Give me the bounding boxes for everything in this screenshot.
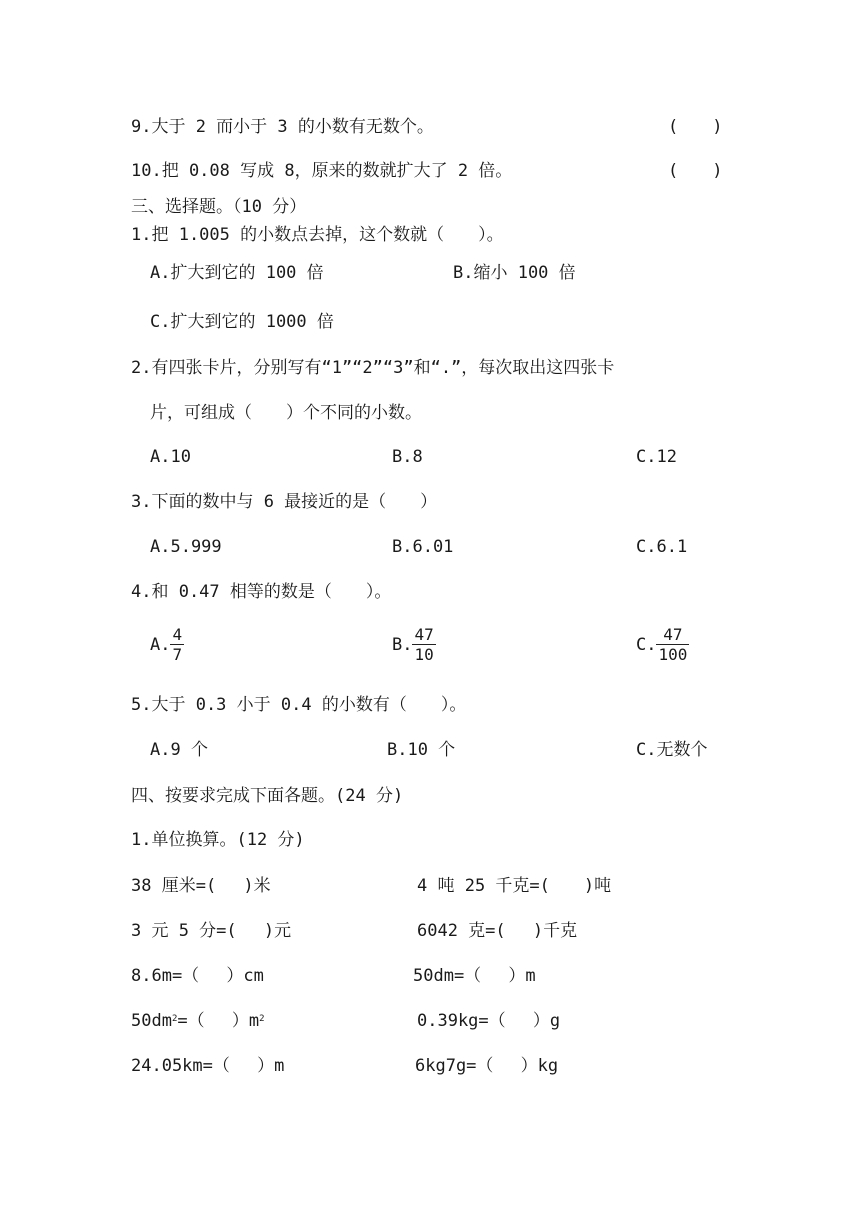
q2-option-c: C.12 bbox=[636, 447, 677, 467]
section4-title: 四、按要求完成下面各题。(24 分) bbox=[131, 786, 404, 806]
q2-option-a: A.10 bbox=[150, 447, 191, 467]
q1-option-b: B.缩小 100 倍 bbox=[453, 263, 576, 283]
q4-option-b-numerator: 47 bbox=[414, 625, 434, 644]
q1-option-a: A.扩大到它的 100 倍 bbox=[150, 263, 324, 283]
q3-stem: 3.下面的数中与 6 最接近的是（ ） bbox=[131, 492, 438, 512]
judge-q9-text: 9.大于 2 而小于 3 的小数有无数个。 bbox=[131, 117, 434, 137]
conversion-row4-right: 0.39kg=（ ）g bbox=[417, 1011, 561, 1031]
q2-option-b: B.8 bbox=[392, 447, 423, 467]
section3-title: 三、选择题。（10 分） bbox=[131, 197, 307, 217]
q4-option-b-fraction bbox=[412, 626, 435, 663]
q4-option-a-fraction bbox=[170, 626, 184, 663]
q4-option-c-numerator: 47 bbox=[663, 625, 683, 644]
q4-stem: 4.和 0.47 相等的数是（ ）。 bbox=[131, 582, 392, 602]
q4-option-b-denominator: 10 bbox=[414, 645, 434, 664]
judge-q10-text: 10.把 0.08 写成 8，原来的数就扩大了 2 倍。 bbox=[131, 161, 513, 181]
q4-option-c-fraction bbox=[656, 626, 689, 663]
conversion-row2-right: 6042 克=( )千克 bbox=[417, 921, 578, 941]
q1-option-c: C.扩大到它的 1000 倍 bbox=[150, 312, 334, 332]
q4-option-a-numerator: 4 bbox=[172, 625, 183, 644]
q4-option-a-prefix: A. bbox=[150, 634, 171, 655]
conversion-row4-left-mid: =（ ）m bbox=[177, 1011, 260, 1031]
squared-superscript: 2 bbox=[171, 1014, 178, 1024]
section4-sub1: 1.单位换算。(12 分) bbox=[131, 830, 305, 850]
q4-option-b bbox=[392, 626, 436, 663]
conversion-row3-left: 8.6m=（ ）cm bbox=[131, 966, 264, 986]
conversion-row4-left-pre: 50dm bbox=[131, 1011, 172, 1031]
q3-option-a: A.5.999 bbox=[150, 537, 222, 557]
conversion-row2-left: 3 元 5 分=( )元 bbox=[131, 921, 292, 941]
q4-option-c bbox=[636, 626, 689, 663]
q3-option-c: C.6.1 bbox=[636, 537, 688, 557]
q4-option-a-denominator: 7 bbox=[172, 645, 183, 664]
conversion-row4-left bbox=[131, 1011, 265, 1031]
q5-option-c: C.无数个 bbox=[636, 740, 708, 760]
q4-option-c-denominator: 100 bbox=[658, 645, 688, 664]
judge-q10-bracket: ( ) bbox=[668, 161, 723, 181]
conversion-row1-right: 4 吨 25 千克=( )吨 bbox=[417, 876, 612, 896]
q5-option-a: A.9 个 bbox=[150, 740, 208, 760]
q1-stem: 1.把 1.005 的小数点去掉，这个数就（ ）。 bbox=[131, 225, 504, 245]
q4-option-c-prefix: C. bbox=[636, 634, 657, 655]
conversion-row5-right: 6kg7g=（ ）kg bbox=[415, 1056, 559, 1076]
conversion-row5-left: 24.05km=（ ）m bbox=[131, 1056, 285, 1076]
q2-stem-line1: 2.有四张卡片，分别写有“1”“2”“3”和“.”，每次取出这四张卡 bbox=[131, 358, 615, 378]
q2-stem-line2: 片，可组成（ ）个不同的小数。 bbox=[150, 403, 422, 423]
conversion-row1-left: 38 厘米=( )米 bbox=[131, 876, 271, 896]
q5-stem: 5.大于 0.3 小于 0.4 的小数有（ ）。 bbox=[131, 695, 467, 715]
squared-superscript: 2 bbox=[259, 1014, 265, 1024]
conversion-row3-right: 50dm=（ ）m bbox=[413, 966, 536, 986]
q3-option-b: B.6.01 bbox=[392, 537, 454, 557]
q4-option-b-prefix: B. bbox=[392, 634, 413, 655]
q5-option-b: B.10 个 bbox=[387, 740, 456, 760]
q4-option-a bbox=[150, 626, 184, 663]
judge-q9-bracket: ( ) bbox=[668, 117, 723, 137]
